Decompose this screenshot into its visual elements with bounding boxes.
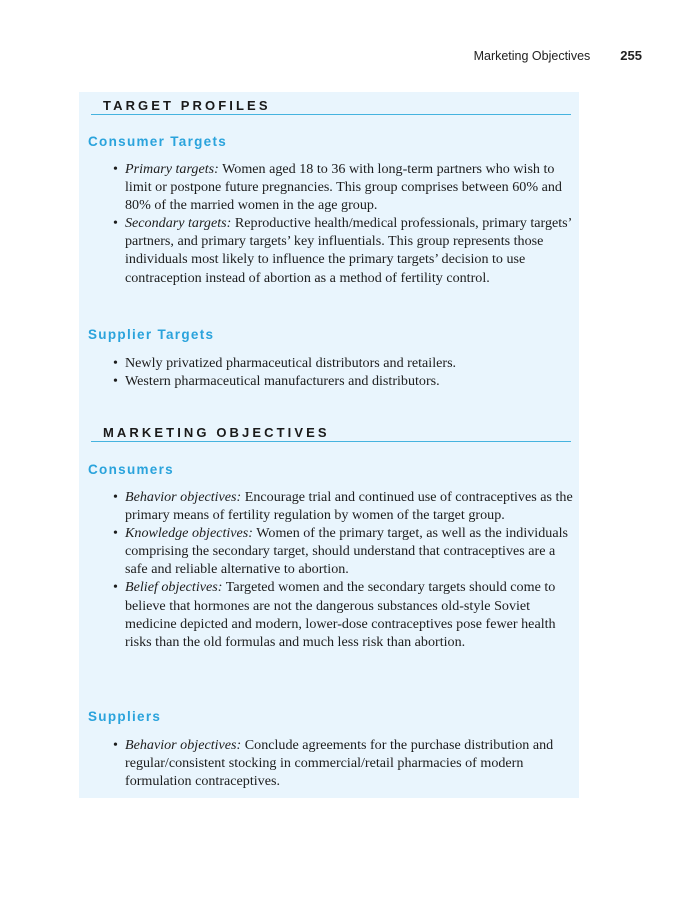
item-label: Primary targets: (125, 161, 219, 177)
subheading-supplier-targets: Supplier Targets (88, 327, 215, 342)
item-label: Belief objectives: (125, 579, 223, 596)
item-label: Knowledge objectives: (125, 525, 253, 542)
item-text: Targeted women and the secondary targets should come to believe that hormones are not the dangerous substances old-style Soviet medicine depicted and modern, lower-dose contraceptives pose fewer health risks than the old formulas and much less risk than abortion. (125, 579, 556, 650)
list-item (79, 354, 575, 372)
item-text: Western pharmaceutical manufacturers and distributors. (125, 373, 440, 390)
running-head (474, 48, 642, 63)
consumer-targets-list (79, 160, 575, 287)
list-item (79, 524, 575, 578)
item-label: Behavior objectives: (125, 737, 242, 753)
section-heading-target-profiles (91, 94, 571, 115)
section-heading-marketing-objectives (91, 421, 571, 442)
subheading-suppliers: Suppliers (88, 709, 162, 724)
list-item (79, 488, 575, 524)
item-label: Behavior objectives: (125, 489, 242, 505)
list-item (79, 214, 575, 286)
list-item (79, 160, 575, 214)
list-item (79, 578, 575, 650)
item-text: Reproductive health/medical professionals, primary targets’ partners, and primary targets’ key influentials. This group represents those individuals most likely to influence the primary targets’ decision to use contraception instead of abortion as a method of fertility control. (125, 215, 572, 286)
content-panel (79, 92, 579, 798)
section-heading-text: MARKETING OBJECTIVES (103, 425, 330, 440)
item-label: Secondary targets: (125, 215, 232, 232)
item-text: Women aged 18 to 36 with long-term partners who wish to limit or postpone future pregnancies. This group comprises between 60% and 80% of the married women in the age group. (125, 161, 562, 214)
item-text: Encourage trial and continued use of contraceptives as the primary means of fertility regulation by women of the target group. (125, 489, 573, 524)
consumers-objectives-list (79, 488, 575, 651)
section-heading-text: TARGET PROFILES (103, 98, 271, 113)
running-head-title: Marketing Objectives (473, 49, 591, 63)
subheading-consumers: Consumers (88, 462, 174, 477)
item-text: Newly privatized pharmaceutical distributors and retailers. (125, 355, 457, 371)
suppliers-objectives-list (79, 736, 575, 790)
list-item (79, 736, 575, 790)
page-number: 255 (620, 48, 642, 63)
subheading-consumer-targets: Consumer Targets (88, 134, 228, 149)
supplier-targets-list (79, 354, 575, 390)
list-item (79, 372, 575, 390)
item-text: Women of the primary target, as well as the individuals comprising the secondary target, should understand that contraceptives are a safe and reliable alternative to abortion. (125, 525, 568, 578)
item-text: Conclude agreements for the purchase distribution and regular/consistent stocking in commercial/retail pharmacies of modern formulation contraceptives. (125, 737, 554, 790)
